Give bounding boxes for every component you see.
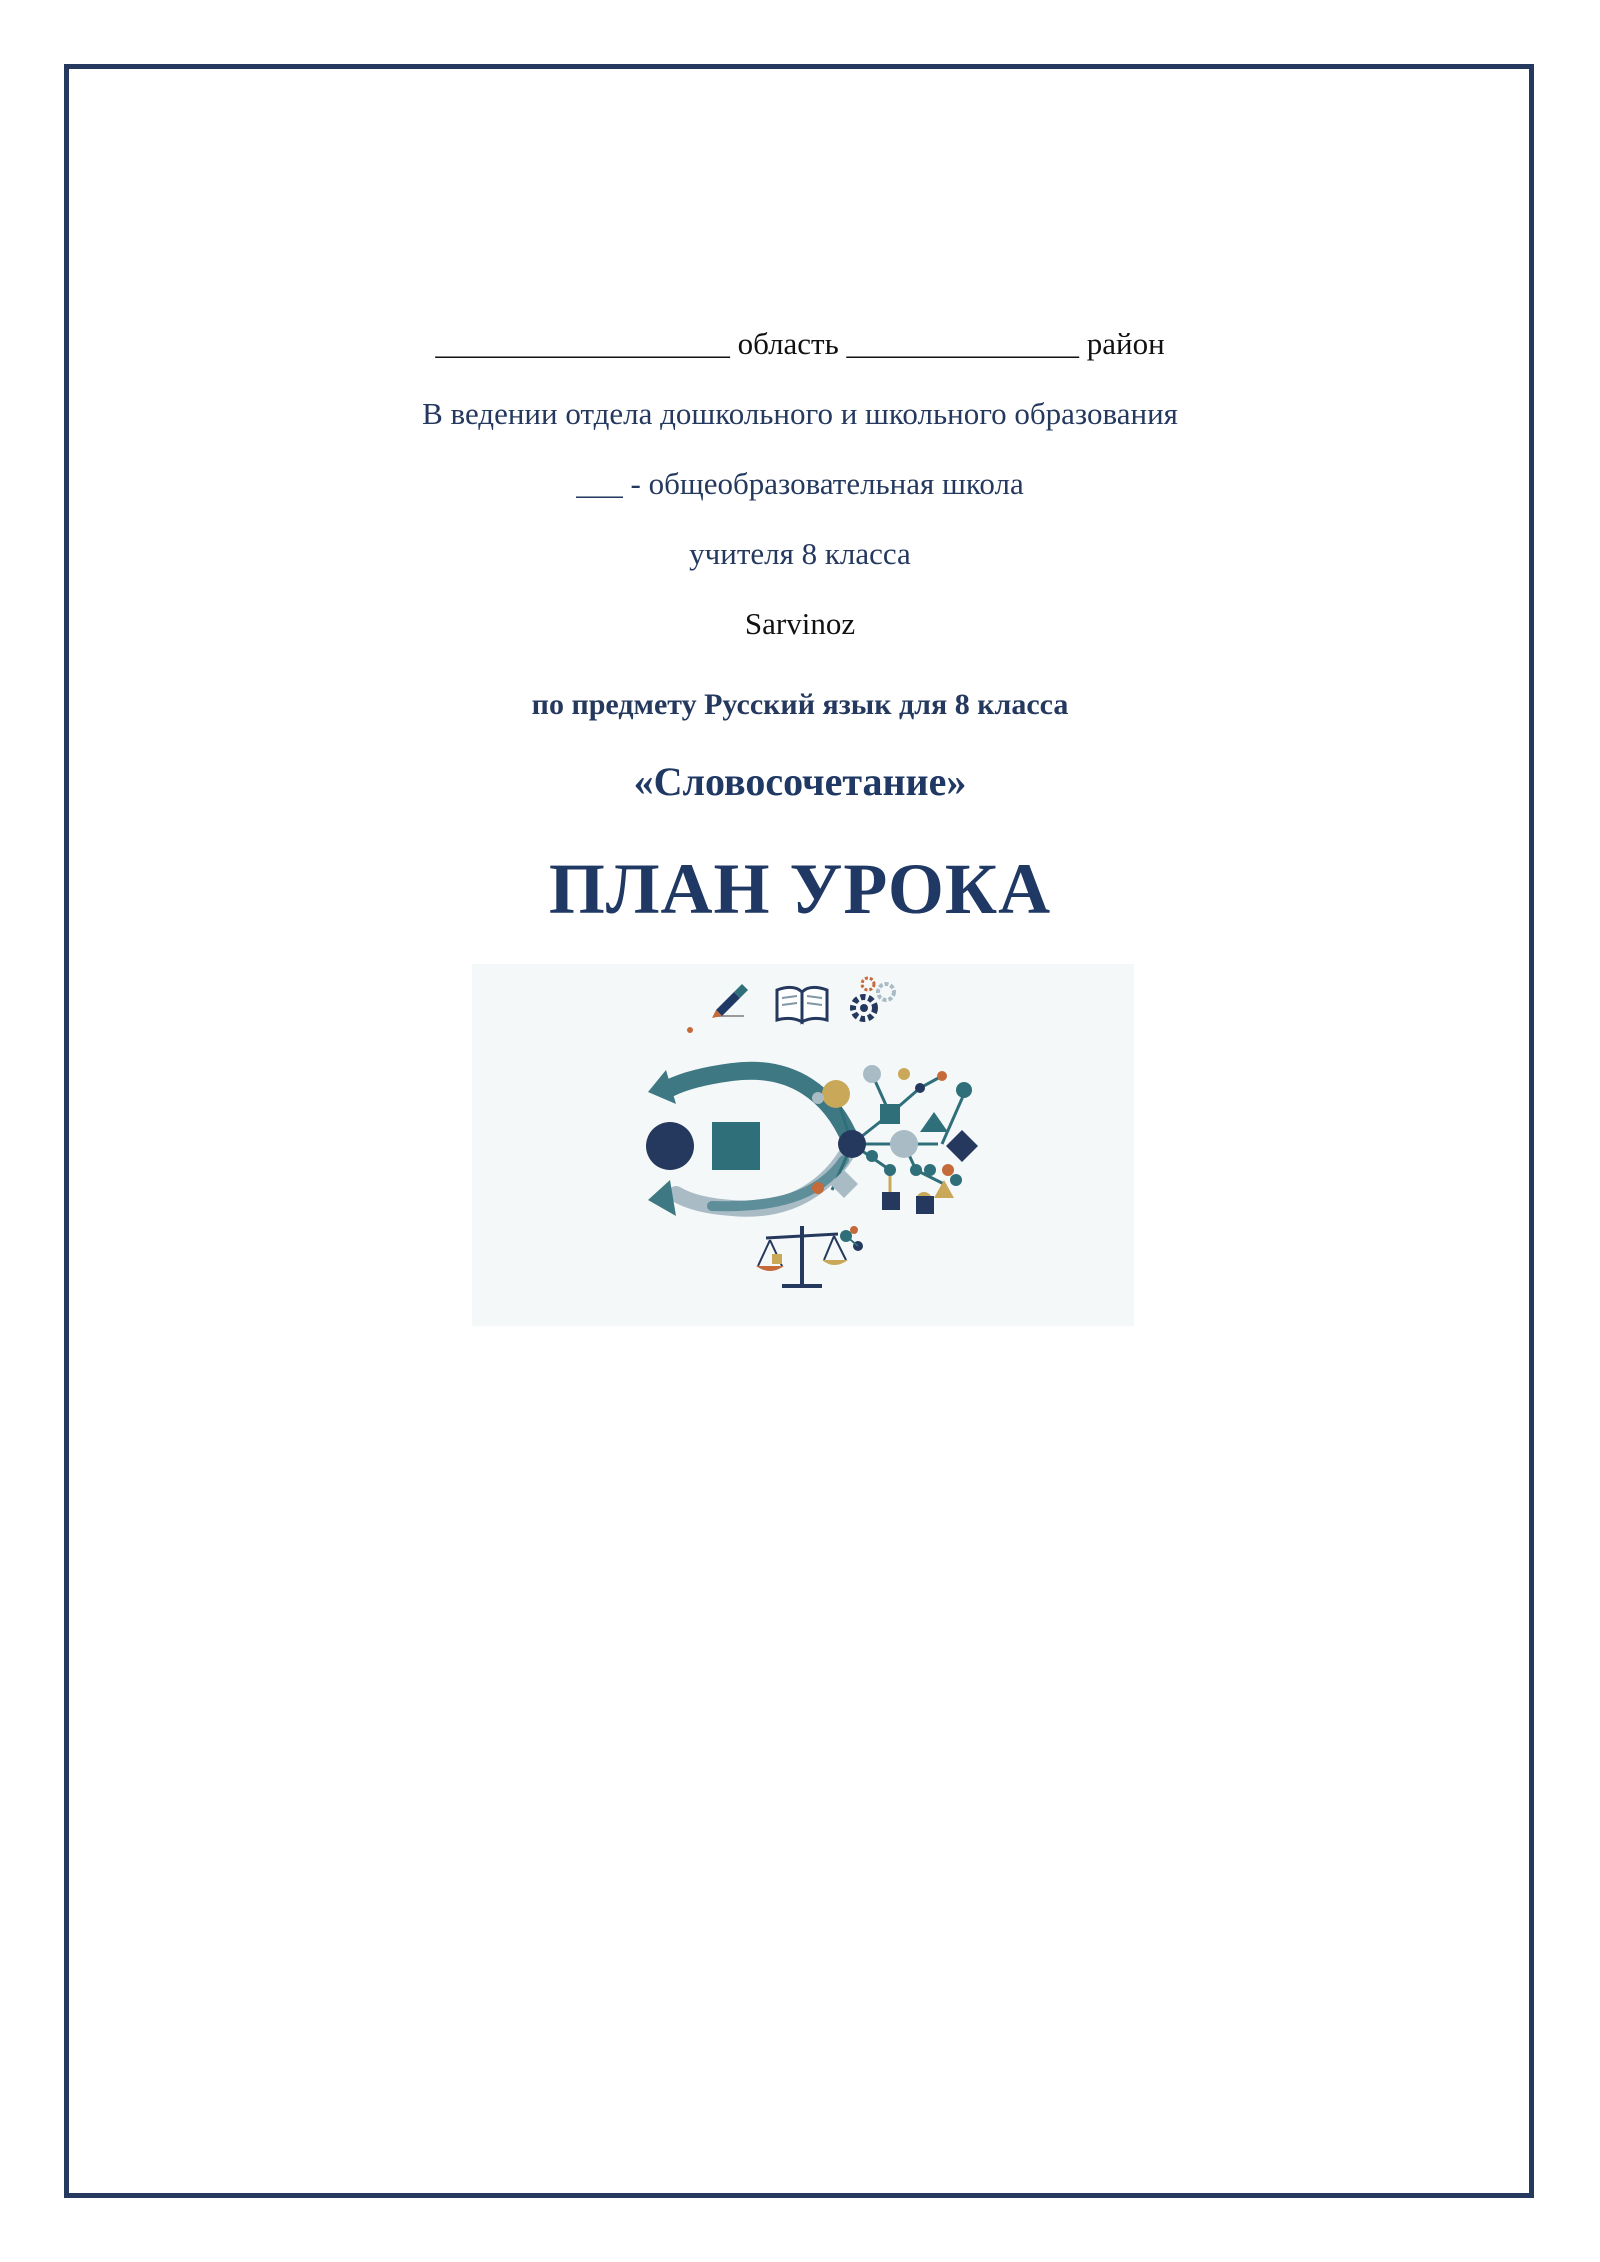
lesson-plan-title: ПЛАН УРОКА [548,849,1052,929]
gears-icon [853,978,894,1019]
region-line: ___________________ область _______________ район [435,326,1165,361]
teacher-line: учителя 8 класса [689,536,911,571]
teacher-name: Sarvinoz [744,606,856,641]
book-icon [777,987,827,1022]
subject-line: по предмету Русский язык для 8 класса [531,688,1069,721]
department-line: В ведении отдела дошкольного и школьного образования [422,396,1178,431]
topic-title: «Словосочетание» [633,759,967,804]
pen-icon [712,984,748,1018]
lesson-illustration [472,964,1134,1326]
network-icon [812,1065,978,1214]
school-line: ___ - общеобразовательная школа [576,466,1024,501]
scales-icon [756,1226,863,1286]
